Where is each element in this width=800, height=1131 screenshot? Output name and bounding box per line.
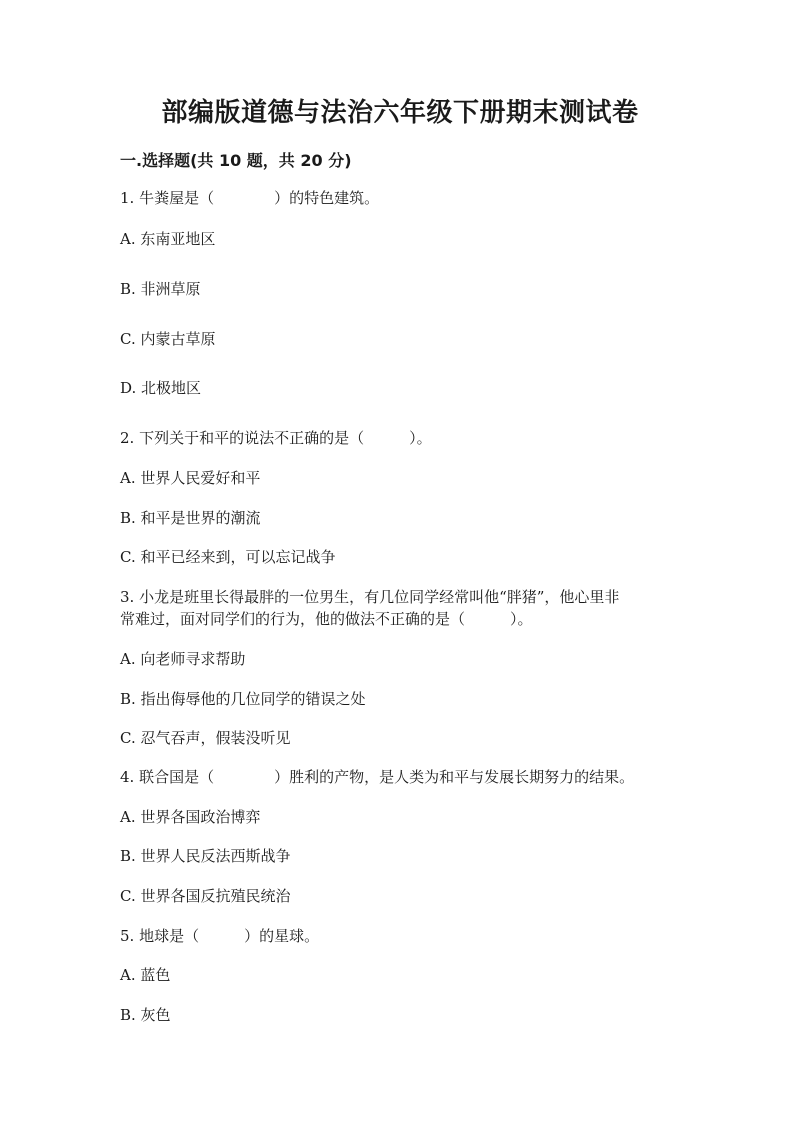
question-5-option-a: A. 蓝色	[120, 966, 171, 984]
question-2-option-a: A. 世界人民爱好和平	[120, 469, 261, 487]
question-3-stem-line-2: 常难过，面对同学们的行为，他的做法不正确的是（ ）。	[120, 610, 533, 628]
question-5-stem: 5. 地球是（ ）的星球。	[120, 927, 320, 945]
question-1-option-b: B. 非洲草原	[120, 280, 201, 298]
question-4-option-a: A. 世界各国政治博弈	[120, 808, 261, 826]
question-4-option-b: B. 世界人民反法西斯战争	[120, 847, 291, 865]
question-2-option-b: B. 和平是世界的潮流	[120, 509, 261, 527]
section-heading: 一.选择题(共 10 题，共 20 分)	[120, 151, 352, 170]
question-1-option-d: D. 北极地区	[120, 379, 202, 397]
question-3-option-c: C. 忍气吞声，假装没听见	[120, 729, 291, 747]
question-1-option-a: A. 东南亚地区	[120, 230, 216, 248]
question-2-stem: 2. 下列关于和平的说法不正确的是（ ）。	[120, 429, 432, 447]
question-5-option-b: B. 灰色	[120, 1006, 171, 1024]
exam-title: 部编版道德与法治六年级下册期末测试卷	[161, 98, 639, 128]
question-3-stem-line-1: 3. 小龙是班里长得最胖的一位男生，有几位同学经常叫他“胖猪”，他心里非	[120, 588, 620, 606]
question-4-option-c: C. 世界各国反抗殖民统治	[120, 887, 291, 905]
question-1-option-c: C. 内蒙古草原	[120, 330, 216, 348]
question-4-stem: 4. 联合国是（ ）胜利的产物，是人类为和平与发展长期努力的结果。	[120, 768, 635, 786]
question-2-option-c: C. 和平已经来到，可以忘记战争	[120, 548, 336, 566]
question-1-stem: 1. 牛粪屋是（ ）的特色建筑。	[120, 189, 380, 207]
question-3-option-a: A. 向老师寻求帮助	[120, 650, 246, 668]
question-3-option-b: B. 指出侮辱他的几位同学的错误之处	[120, 690, 366, 708]
